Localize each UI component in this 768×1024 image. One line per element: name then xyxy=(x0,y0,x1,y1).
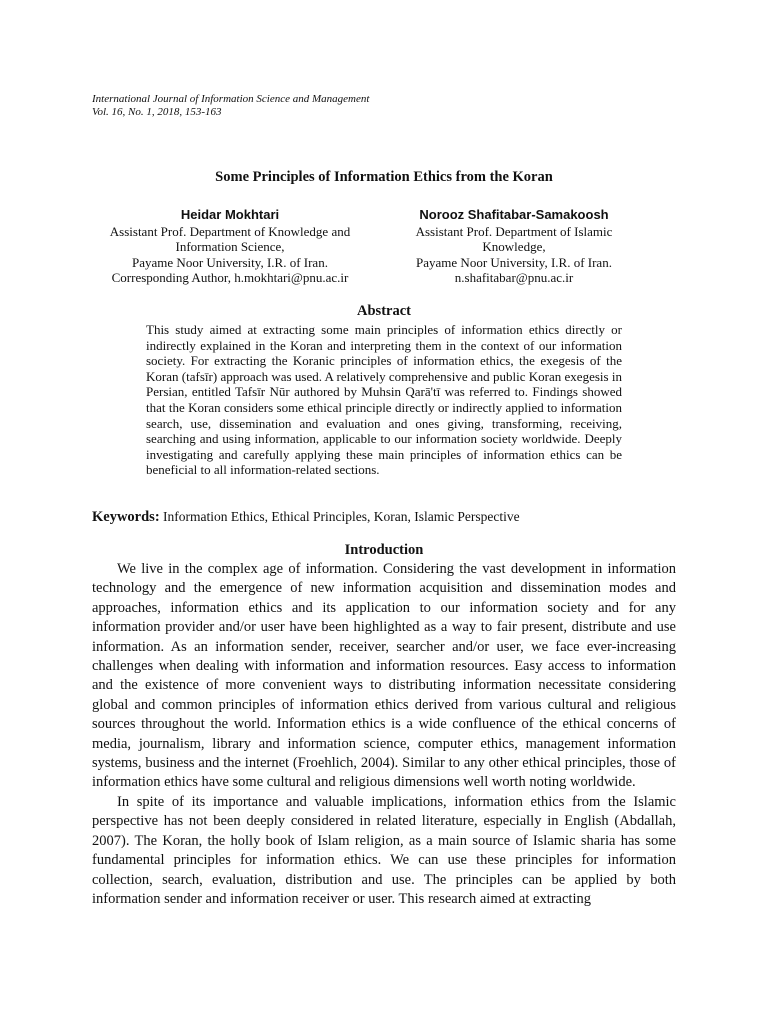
journal-volume: Vol. 16, No. 1, 2018, 153-163 xyxy=(92,106,222,118)
author-2-affiliation-line: Assistant Prof. Department of Islamic Knowledge, xyxy=(415,223,613,255)
author-2-email: n.shafitabar@pnu.ac.ir xyxy=(454,270,574,286)
author-1-email: Corresponding Author, h.mokhtari@pnu.ac.ir xyxy=(111,270,349,286)
author-1 xyxy=(90,207,370,286)
keywords-label: Keywords: xyxy=(92,509,160,525)
author-1-affiliation-line: Information Science, xyxy=(175,239,285,255)
paragraph: In spite of its importance and valuable implications, information ethics from the Islamic perspective has not been deeply considered in related literature, especially in English (Abdallah, 2007). The Koran, the holly book of Islam religion, as a main source of Islamic sharia has some fundamental principles for information ethics. We can use these principles for information collection, search, evaluation, distribution and use. The principles can be applied by both information sender and information receiver or user. This research aimed at extracting xyxy=(92,793,676,907)
author-2-name: Norooz Shafitabar-Samakoosh xyxy=(419,207,609,222)
keywords-text: Information Ethics, Ethical Principles, Koran, Islamic Perspective xyxy=(163,509,520,524)
paper-title: Some Principles of Information Ethics from the Koran xyxy=(215,169,553,185)
abstract-text: This study aimed at extracting some main principles of information ethics directly or indirectly explained in the Koran and interpreting them in the context of our information society. For extracting the Koranic principles of information ethics, the exegesis of the Koran (tafsīr) approach was used. A relatively comprehensive and public Koran exegesis in Persian, entitled Tafsīr Nūr authored by Muhsin Qarā'tī was referred to. Findings showed that the Koran considers some ethical principle directly or indirectly applied to information search, use, dissemination and evaluation and ones giving, transforming, receiving, searching and using information, applicable to our information society worldwide. Deeply investigating and carefully applying these main principles of information ethics can be beneficial to all information-related sections. xyxy=(146,322,622,478)
journal-name: International Journal of Information Science and Management xyxy=(92,93,370,105)
introduction-heading: Introduction xyxy=(344,542,424,558)
paragraph: We live in the complex age of information. Considering the vast development in information technology and the emergence of new information acquisition and dissemination modes and approaches, information ethics and its application to our information society and for any information provider and/or user have been highlighted as a way to fair present, distribute and use information. As an information sender, receiver, searcher and/or user, we face ever-increasing challenges when dealing with information and information resources. Easy access to information and the existence of more convenient ways to distributing information necessitate considering global and common principles of information ethics derived from various cultural and religious sources throughout the world. Information ethics is a wide confluence of the ethical concerns of media, journalism, library and information science, computer ethics, management information systems, business and the internet (Froehlich, 2004). Similar to any other ethical principles, those of information ethics have some cultural and religious dimensions well worth noting worldwide. xyxy=(92,561,676,791)
journal-header xyxy=(92,93,369,119)
author-1-name: Heidar Mokhtari xyxy=(180,207,280,222)
author-2-affiliation-line: Payame Noor University, I.R. of Iran. xyxy=(416,254,612,270)
introduction-body xyxy=(92,560,676,909)
author-2 xyxy=(383,207,645,286)
author-1-affiliation-line: Payame Noor University, I.R. of Iran. xyxy=(132,254,328,270)
keywords xyxy=(92,509,520,526)
author-1-affiliation-line: Assistant Prof. Department of Knowledge and xyxy=(109,223,351,239)
abstract-heading: Abstract xyxy=(357,303,411,319)
